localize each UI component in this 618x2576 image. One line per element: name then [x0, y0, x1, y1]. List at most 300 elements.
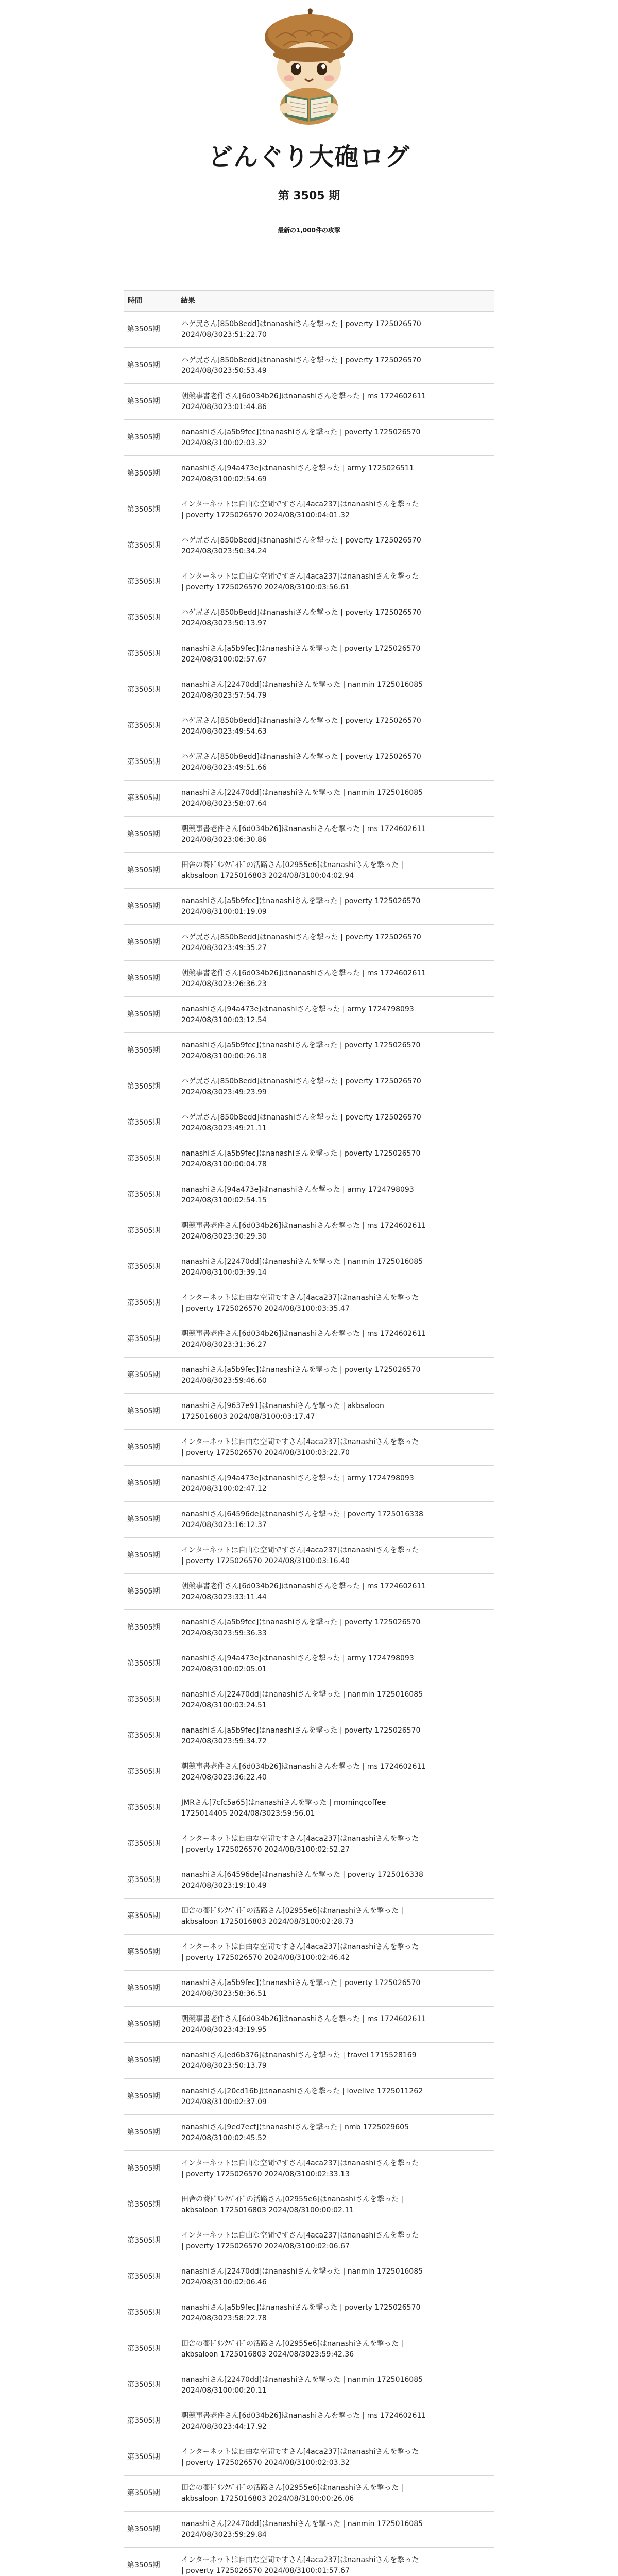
row-time-cell: 第3505期: [124, 1971, 177, 2007]
table-row: [124, 1790, 494, 1826]
result-line-1: ハゲ尻さん[850b8edd]はnanashiさんを撃った | poverty 1725026570: [181, 1077, 421, 1086]
row-result-cell: [177, 1502, 494, 1538]
row-time-cell: 第3505期: [124, 1646, 177, 1682]
row-time-cell: 第3505期: [124, 1935, 177, 1971]
result-line-2: | poverty 1725026570 2024/08/3100:02:03.32: [181, 2458, 350, 2467]
result-line-2: | poverty 1725026570 2024/08/3100:04:01.32: [181, 511, 350, 519]
row-result-cell: [177, 2007, 494, 2043]
row-time-cell: 第3505期: [124, 528, 177, 564]
result-line-2: akbsaloon 1725016803 2024/08/3100:00:02.11: [181, 2206, 354, 2214]
row-time-cell: 第3505期: [124, 889, 177, 925]
result-line-2: 2024/08/3100:03:12.54: [181, 1015, 267, 1024]
result-line-2: 2024/08/3100:00:20.11: [181, 2386, 267, 2395]
result-line-1: 朝競事書老件さん[6d034b26]はnanashiさんを撃った | ms 1724602611: [181, 1221, 426, 1230]
result-line-1: nanashiさん[a5b9fec]はnanashiさんを撃った | poverty 1725026570: [181, 1726, 421, 1735]
result-line-1: インターネットは自由な空間ですさん[4aca237]はnanashiさんを撃った: [181, 572, 419, 581]
table-row: [124, 1682, 494, 1718]
row-result-cell: [177, 1646, 494, 1682]
result-line-2: 2024/08/3023:33:11.44: [181, 1592, 267, 1601]
result-line-1: 田舎の蕎ﾄﾞﾘﾝｸﾊﾞｲﾄﾞの活路さん[02955e6]はnanashiさんを撃った |: [181, 2483, 404, 2492]
result-line-2: 2024/08/3100:02:37.09: [181, 2097, 267, 2106]
table-row: [124, 2223, 494, 2259]
result-line-1: インターネットは自由な空間ですさん[4aca237]はnanashiさんを撃った: [181, 2447, 419, 2456]
result-line-2: 1725016803 2024/08/3100:03:17.47: [181, 1412, 315, 1421]
result-line-1: nanashiさん[22470dd]はnanashiさんを撃った | nanmin 1725016085: [181, 2267, 423, 2276]
result-line-2: 2024/08/3023:16:12.37: [181, 1520, 267, 1529]
row-time-cell: 第3505期: [124, 1538, 177, 1574]
result-line-1: ハゲ尻さん[850b8edd]はnanashiさんを撃った | poverty 1725026570: [181, 1113, 421, 1122]
table-row: [124, 384, 494, 420]
row-result-cell: [177, 2223, 494, 2259]
table-row: [124, 672, 494, 708]
row-result-cell: [177, 2043, 494, 2079]
result-line-2: | poverty 1725026570 2024/08/3100:02:06.67: [181, 2242, 350, 2250]
table-row: [124, 925, 494, 961]
row-result-cell: [177, 1321, 494, 1358]
table-row: [124, 961, 494, 997]
row-result-cell: [177, 2187, 494, 2223]
row-result-cell: [177, 925, 494, 961]
row-time-cell: 第3505期: [124, 781, 177, 817]
result-line-1: 朝競事書老件さん[6d034b26]はnanashiさんを撃った | ms 1724602611: [181, 1762, 426, 1771]
result-line-2: | poverty 1725026570 2024/08/3100:03:22.70: [181, 1448, 350, 1457]
table-row: [124, 1754, 494, 1790]
result-line-1: nanashiさん[9637e91]はnanashiさんを撃った | akbsaloon: [181, 1401, 384, 1410]
row-result-cell: [177, 1754, 494, 1790]
row-result-cell: [177, 1790, 494, 1826]
result-line-1: 田舎の蕎ﾄﾞﾘﾝｸﾊﾞｲﾄﾞの活路さん[02955e6]はnanashiさんを撃った |: [181, 860, 404, 869]
table-row: [124, 1502, 494, 1538]
row-time-cell: 第3505期: [124, 1069, 177, 1105]
result-line-1: nanashiさん[a5b9fec]はnanashiさんを撃った | poverty 1725026570: [181, 2303, 421, 2312]
table-row: [124, 744, 494, 781]
table-row: [124, 348, 494, 384]
row-result-cell: [177, 1971, 494, 2007]
table-row: [124, 1177, 494, 1213]
row-result-cell: [177, 889, 494, 925]
row-result-cell: [177, 1358, 494, 1394]
result-line-1: ハゲ尻さん[850b8edd]はnanashiさんを撃った | poverty 1725026570: [181, 716, 421, 725]
row-time-cell: 第3505期: [124, 2295, 177, 2331]
result-line-2: 2024/08/3023:50:34.24: [181, 547, 267, 555]
row-result-cell: [177, 1033, 494, 1069]
row-result-cell: [177, 1899, 494, 1935]
table-row: [124, 853, 494, 889]
table-row: [124, 1538, 494, 1574]
result-line-2: 2024/08/3023:01:44.86: [181, 402, 267, 411]
table-row: [124, 2007, 494, 2043]
table-row: [124, 1466, 494, 1502]
result-line-1: nanashiさん[ed6b376]はnanashiさんを撃った | travel 1715528169: [181, 2050, 417, 2059]
table-body: [124, 312, 494, 2576]
table-row: [124, 1574, 494, 1610]
table-row: [124, 1826, 494, 1862]
attack-log-table: [124, 290, 494, 2576]
row-result-cell: [177, 744, 494, 781]
row-result-cell: [177, 1285, 494, 1321]
row-time-cell: 第3505期: [124, 708, 177, 744]
result-line-1: ハゲ尻さん[850b8edd]はnanashiさんを撃った | poverty 1725026570: [181, 355, 421, 364]
row-time-cell: 第3505期: [124, 348, 177, 384]
result-line-1: nanashiさん[94a473e]はnanashiさんを撃った | army 1724798093: [181, 1185, 414, 1194]
result-line-2: 2024/08/3023:36:22.40: [181, 1773, 267, 1782]
result-line-2: 2024/08/3100:02:05.01: [181, 1665, 267, 1673]
result-line-1: 朝競事書老件さん[6d034b26]はnanashiさんを撃った | ms 1724602611: [181, 969, 426, 977]
table-row: [124, 817, 494, 853]
result-line-2: 2024/08/3100:01:19.09: [181, 907, 267, 916]
table-header-row: [124, 291, 494, 312]
result-line-2: 2024/08/3100:02:47.12: [181, 1484, 267, 1493]
result-line-2: 2024/08/3023:30:29.30: [181, 1232, 267, 1241]
row-time-cell: 第3505期: [124, 2331, 177, 2367]
result-line-2: 2024/08/3023:50:13.79: [181, 2061, 267, 2070]
table-row: [124, 312, 494, 348]
row-time-cell: 第3505期: [124, 1141, 177, 1177]
table-row: [124, 1971, 494, 2007]
row-time-cell: 第3505期: [124, 1430, 177, 1466]
table-row: [124, 564, 494, 600]
table-row: [124, 2079, 494, 2115]
result-line-2: 2024/08/3023:49:51.66: [181, 763, 267, 772]
result-line-1: ハゲ尻さん[850b8edd]はnanashiさんを撃った | poverty 1725026570: [181, 608, 421, 617]
row-result-cell: [177, 1862, 494, 1899]
row-result-cell: [177, 1249, 494, 1285]
result-line-2: 2024/08/3100:02:57.67: [181, 655, 267, 664]
result-line-2: | poverty 1725026570 2024/08/3100:02:46.42: [181, 1953, 350, 1962]
row-time-cell: 第3505期: [124, 1718, 177, 1754]
subtitle: 最新の1,000件の攻撃: [278, 227, 340, 234]
site-title: どんぐり大砲ログ: [208, 143, 410, 172]
row-time-cell: 第3505期: [124, 2548, 177, 2576]
row-time-cell: 第3505期: [124, 1610, 177, 1646]
row-result-cell: [177, 997, 494, 1033]
table-row: [124, 1358, 494, 1394]
row-result-cell: [177, 2548, 494, 2576]
table-row: [124, 1105, 494, 1141]
result-line-2: 2024/08/3100:03:39.14: [181, 1268, 267, 1277]
result-line-1: インターネットは自由な空間ですさん[4aca237]はnanashiさんを撃った: [181, 1437, 419, 1446]
table-row: [124, 889, 494, 925]
row-result-cell: [177, 2115, 494, 2151]
table-row: [124, 1285, 494, 1321]
result-line-2: 2024/08/3100:02:54.15: [181, 1196, 267, 1205]
table-row: [124, 636, 494, 672]
result-line-2: | poverty 1725026570 2024/08/3100:02:33.13: [181, 2170, 350, 2178]
row-time-cell: 第3505期: [124, 492, 177, 528]
result-line-2: 2024/08/3023:59:36.33: [181, 1629, 267, 1637]
row-result-cell: [177, 2403, 494, 2439]
result-line-1: nanashiさん[94a473e]はnanashiさんを撃った | army 1724798093: [181, 1005, 414, 1013]
result-line-1: nanashiさん[64596de]はnanashiさんを撃った | poverty 1725016338: [181, 1870, 423, 1879]
row-time-cell: 第3505期: [124, 2007, 177, 2043]
row-result-cell: [177, 1682, 494, 1718]
row-time-cell: 第3505期: [124, 1754, 177, 1790]
result-line-1: インターネットは自由な空間ですさん[4aca237]はnanashiさんを撃った: [181, 2231, 419, 2240]
table-row: [124, 2439, 494, 2476]
row-time-cell: 第3505期: [124, 312, 177, 348]
table-row: [124, 1646, 494, 1682]
row-time-cell: 第3505期: [124, 1466, 177, 1502]
result-line-2: 2024/08/3023:50:13.97: [181, 619, 267, 628]
result-line-1: インターネットは自由な空間ですさん[4aca237]はnanashiさんを撃った: [181, 500, 419, 509]
table-row: [124, 781, 494, 817]
row-result-cell: [177, 420, 494, 456]
round-title: 第 3505 期: [278, 190, 340, 202]
result-line-2: 2024/08/3023:59:46.60: [181, 1376, 267, 1385]
row-result-cell: [177, 564, 494, 600]
row-time-cell: 第3505期: [124, 1862, 177, 1899]
row-time-cell: 第3505期: [124, 2439, 177, 2476]
row-time-cell: 第3505期: [124, 1574, 177, 1610]
result-line-2: 2024/08/3023:51:22.70: [181, 330, 267, 339]
row-time-cell: 第3505期: [124, 1285, 177, 1321]
table-row: [124, 2367, 494, 2403]
row-time-cell: 第3505期: [124, 1033, 177, 1069]
result-line-1: インターネットは自由な空間ですさん[4aca237]はnanashiさんを撃った: [181, 1834, 419, 1843]
result-line-2: 2024/08/3023:59:34.72: [181, 1737, 267, 1745]
row-result-cell: [177, 1141, 494, 1177]
result-line-1: インターネットは自由な空間ですさん[4aca237]はnanashiさんを撃った: [181, 2159, 419, 2167]
row-time-cell: 第3505期: [124, 384, 177, 420]
row-time-cell: 第3505期: [124, 744, 177, 781]
table-row: [124, 2512, 494, 2548]
column-header-result: 結果: [177, 291, 494, 312]
result-line-1: nanashiさん[a5b9fec]はnanashiさんを撃った | poverty 1725026570: [181, 1618, 421, 1626]
row-result-cell: [177, 2151, 494, 2187]
row-result-cell: [177, 348, 494, 384]
result-line-1: ハゲ尻さん[850b8edd]はnanashiさんを撃った | poverty 1725026570: [181, 933, 421, 941]
row-time-cell: 第3505期: [124, 564, 177, 600]
result-line-1: nanashiさん[a5b9fec]はnanashiさんを撃った | poverty 1725026570: [181, 1149, 421, 1158]
row-result-cell: [177, 2295, 494, 2331]
result-line-2: akbsaloon 1725016803 2024/08/3100:00:26.06: [181, 2494, 354, 2503]
table-row: [124, 1141, 494, 1177]
result-line-2: 2024/08/3023:50:53.49: [181, 366, 267, 375]
result-line-2: | poverty 1725026570 2024/08/3100:03:35.47: [181, 1304, 350, 1313]
result-line-2: akbsaloon 1725016803 2024/08/3100:04:02.94: [181, 871, 354, 880]
result-line-1: 田舎の蕎ﾄﾞﾘﾝｸﾊﾞｲﾄﾞの活路さん[02955e6]はnanashiさんを撃った |: [181, 1906, 404, 1915]
row-result-cell: [177, 1538, 494, 1574]
result-line-2: 2024/08/3100:03:24.51: [181, 1701, 267, 1709]
result-line-2: 2024/08/3023:06:30.86: [181, 835, 267, 844]
row-result-cell: [177, 384, 494, 420]
row-time-cell: 第3505期: [124, 420, 177, 456]
result-line-2: 2024/08/3023:44:17.92: [181, 2422, 267, 2431]
table-row: [124, 1935, 494, 1971]
result-line-1: nanashiさん[9ed7ecf]はnanashiさんを撃った | nmb 1725029605: [181, 2123, 409, 2131]
result-line-2: 2024/08/3023:57:54.79: [181, 691, 267, 700]
column-header-time: 時間: [124, 291, 177, 312]
table-row: [124, 1249, 494, 1285]
result-line-1: インターネットは自由な空間ですさん[4aca237]はnanashiさんを撃った: [181, 2555, 419, 2564]
row-result-cell: [177, 2476, 494, 2512]
result-line-2: 2024/08/3023:58:07.64: [181, 799, 267, 808]
row-result-cell: [177, 1826, 494, 1862]
result-line-2: 1725014405 2024/08/3023:59:56.01: [181, 1809, 315, 1818]
result-line-2: 2024/08/3023:49:35.27: [181, 943, 267, 952]
row-time-cell: 第3505期: [124, 2043, 177, 2079]
row-time-cell: 第3505期: [124, 2187, 177, 2223]
row-result-cell: [177, 2331, 494, 2367]
row-time-cell: 第3505期: [124, 1790, 177, 1826]
result-line-2: akbsaloon 1725016803 2024/08/3100:02:28.73: [181, 1917, 354, 1926]
row-time-cell: 第3505期: [124, 1249, 177, 1285]
row-result-cell: [177, 853, 494, 889]
result-line-2: 2024/08/3023:58:36.51: [181, 1989, 267, 1998]
row-time-cell: 第3505期: [124, 1394, 177, 1430]
table-row: [124, 2187, 494, 2223]
row-time-cell: 第3505期: [124, 2115, 177, 2151]
table-row: [124, 1069, 494, 1105]
result-line-1: 朝競事書老件さん[6d034b26]はnanashiさんを撃った | ms 1724602611: [181, 2411, 426, 2420]
result-line-1: ハゲ尻さん[850b8edd]はnanashiさんを撃った | poverty 1725026570: [181, 319, 421, 328]
result-line-1: nanashiさん[22470dd]はnanashiさんを撃った | nanmin 1725016085: [181, 2519, 423, 2528]
result-line-1: インターネットは自由な空間ですさん[4aca237]はnanashiさんを撃った: [181, 1942, 419, 1951]
result-line-2: | poverty 1725026570 2024/08/3100:03:16.40: [181, 1556, 350, 1565]
result-line-2: 2024/08/3023:49:21.11: [181, 1124, 267, 1132]
result-line-2: 2024/08/3100:00:04.78: [181, 1160, 267, 1168]
table-row: [124, 600, 494, 636]
row-time-cell: 第3505期: [124, 456, 177, 492]
row-time-cell: 第3505期: [124, 1105, 177, 1141]
row-time-cell: 第3505期: [124, 2476, 177, 2512]
result-line-1: 朝競事書老件さん[6d034b26]はnanashiさんを撃った | ms 1724602611: [181, 824, 426, 833]
table-row: [124, 1213, 494, 1249]
table-row: [124, 492, 494, 528]
table-row: [124, 2548, 494, 2576]
result-line-1: 朝競事書老件さん[6d034b26]はnanashiさんを撃った | ms 1724602611: [181, 392, 426, 400]
result-line-2: 2024/08/3100:00:26.18: [181, 1052, 267, 1060]
row-result-cell: [177, 1213, 494, 1249]
row-time-cell: 第3505期: [124, 1321, 177, 1358]
row-time-cell: 第3505期: [124, 2512, 177, 2548]
result-line-2: | poverty 1725026570 2024/08/3100:01:57.67: [181, 2566, 350, 2575]
result-line-2: 2024/08/3023:58:22.78: [181, 2314, 267, 2323]
result-line-2: 2024/08/3023:59:29.84: [181, 2530, 267, 2539]
row-result-cell: [177, 1574, 494, 1610]
result-line-2: 2024/08/3100:02:03.32: [181, 438, 267, 447]
table-row: [124, 2259, 494, 2295]
row-result-cell: [177, 2512, 494, 2548]
row-time-cell: 第3505期: [124, 1682, 177, 1718]
result-line-2: 2024/08/3023:49:23.99: [181, 1088, 267, 1096]
result-line-1: 朝競事書老件さん[6d034b26]はnanashiさんを撃った | ms 1724602611: [181, 2014, 426, 2023]
result-line-1: nanashiさん[94a473e]はnanashiさんを撃った | army 1724798093: [181, 1473, 414, 1482]
row-time-cell: 第3505期: [124, 636, 177, 672]
row-time-cell: 第3505期: [124, 1213, 177, 1249]
row-time-cell: 第3505期: [124, 672, 177, 708]
row-time-cell: 第3505期: [124, 997, 177, 1033]
result-line-1: 田舎の蕎ﾄﾞﾘﾝｸﾊﾞｲﾄﾞの活路さん[02955e6]はnanashiさんを撃った |: [181, 2339, 404, 2348]
row-time-cell: 第3505期: [124, 1899, 177, 1935]
result-line-1: nanashiさん[94a473e]はnanashiさんを撃った | army 1724798093: [181, 1654, 414, 1663]
table-row: [124, 2476, 494, 2512]
result-line-2: 2024/08/3100:02:06.46: [181, 2278, 267, 2286]
result-line-2: 2024/08/3023:31:36.27: [181, 1340, 267, 1349]
result-line-1: 田舎の蕎ﾄﾞﾘﾝｸﾊﾞｲﾄﾞの活路さん[02955e6]はnanashiさんを撃った |: [181, 2195, 404, 2204]
row-result-cell: [177, 1105, 494, 1141]
table-row: [124, 420, 494, 456]
result-line-2: 2024/08/3023:49:54.63: [181, 727, 267, 736]
table-row: [124, 2115, 494, 2151]
table-row: [124, 2295, 494, 2331]
row-result-cell: [177, 600, 494, 636]
result-line-1: nanashiさん[22470dd]はnanashiさんを撃った | nanmin 1725016085: [181, 788, 423, 797]
row-time-cell: 第3505期: [124, 1177, 177, 1213]
result-line-1: nanashiさん[a5b9fec]はnanashiさんを撃った | poverty 1725026570: [181, 896, 421, 905]
result-line-2: 2024/08/3023:43:19.95: [181, 2025, 267, 2034]
acorn-mascot-icon: [255, 7, 363, 126]
result-line-1: インターネットは自由な空間ですさん[4aca237]はnanashiさんを撃った: [181, 1293, 419, 1302]
result-line-1: nanashiさん[94a473e]はnanashiさんを撃った | army 1725026511: [181, 464, 414, 472]
result-line-2: 2024/08/3100:02:54.69: [181, 474, 267, 483]
row-time-cell: 第3505期: [124, 2151, 177, 2187]
result-line-2: akbsaloon 1725016803 2024/08/3023:59:42.36: [181, 2350, 354, 2359]
header: [0, 0, 618, 234]
row-time-cell: 第3505期: [124, 2403, 177, 2439]
result-line-1: nanashiさん[20cd16b]はnanashiさんを撃った | lovelive 1725011262: [181, 2087, 423, 2095]
result-line-1: nanashiさん[a5b9fec]はnanashiさんを撃った | poverty 1725026570: [181, 428, 421, 436]
row-time-cell: 第3505期: [124, 2367, 177, 2403]
table-row: [124, 456, 494, 492]
row-result-cell: [177, 1430, 494, 1466]
result-line-1: nanashiさん[22470dd]はnanashiさんを撃った | nanmin 1725016085: [181, 680, 423, 689]
result-line-1: nanashiさん[a5b9fec]はnanashiさんを撃った | poverty 1725026570: [181, 1978, 421, 1987]
table-row: [124, 1321, 494, 1358]
table-row: [124, 1862, 494, 1899]
row-time-cell: 第3505期: [124, 817, 177, 853]
table-row: [124, 528, 494, 564]
result-line-1: インターネットは自由な空間ですさん[4aca237]はnanashiさんを撃った: [181, 1546, 419, 1554]
row-time-cell: 第3505期: [124, 600, 177, 636]
table-row: [124, 1899, 494, 1935]
row-result-cell: [177, 1394, 494, 1430]
row-result-cell: [177, 2079, 494, 2115]
row-time-cell: 第3505期: [124, 853, 177, 889]
table-row: [124, 1430, 494, 1466]
result-line-2: | poverty 1725026570 2024/08/3100:02:52.27: [181, 1845, 350, 1854]
row-time-cell: 第3505期: [124, 1502, 177, 1538]
row-result-cell: [177, 708, 494, 744]
row-result-cell: [177, 1935, 494, 1971]
row-result-cell: [177, 1610, 494, 1646]
table-row: [124, 1033, 494, 1069]
row-time-cell: 第3505期: [124, 1826, 177, 1862]
row-result-cell: [177, 636, 494, 672]
row-time-cell: 第3505期: [124, 2223, 177, 2259]
table-row: [124, 2331, 494, 2367]
row-time-cell: 第3505期: [124, 1358, 177, 1394]
result-line-1: 朝競事書老件さん[6d034b26]はnanashiさんを撃った | ms 1724602611: [181, 1329, 426, 1338]
row-result-cell: [177, 528, 494, 564]
row-time-cell: 第3505期: [124, 2259, 177, 2295]
table-row: [124, 997, 494, 1033]
result-line-2: 2024/08/3023:26:36.23: [181, 979, 267, 988]
table-row: [124, 708, 494, 744]
row-result-cell: [177, 456, 494, 492]
result-line-1: nanashiさん[22470dd]はnanashiさんを撃った | nanmin 1725016085: [181, 1257, 423, 1266]
table-row: [124, 2403, 494, 2439]
row-result-cell: [177, 1177, 494, 1213]
result-line-1: 朝競事書老件さん[6d034b26]はnanashiさんを撃った | ms 1724602611: [181, 1582, 426, 1590]
row-time-cell: 第3505期: [124, 2079, 177, 2115]
table-row: [124, 1394, 494, 1430]
table-row: [124, 2043, 494, 2079]
result-line-1: JMRさん[7cfc5a65]はnanashiさんを撃った | morningcoffee: [181, 1798, 386, 1807]
row-result-cell: [177, 492, 494, 528]
result-line-1: nanashiさん[a5b9fec]はnanashiさんを撃った | poverty 1725026570: [181, 644, 421, 653]
result-line-1: ハゲ尻さん[850b8edd]はnanashiさんを撃った | poverty 1725026570: [181, 536, 421, 545]
